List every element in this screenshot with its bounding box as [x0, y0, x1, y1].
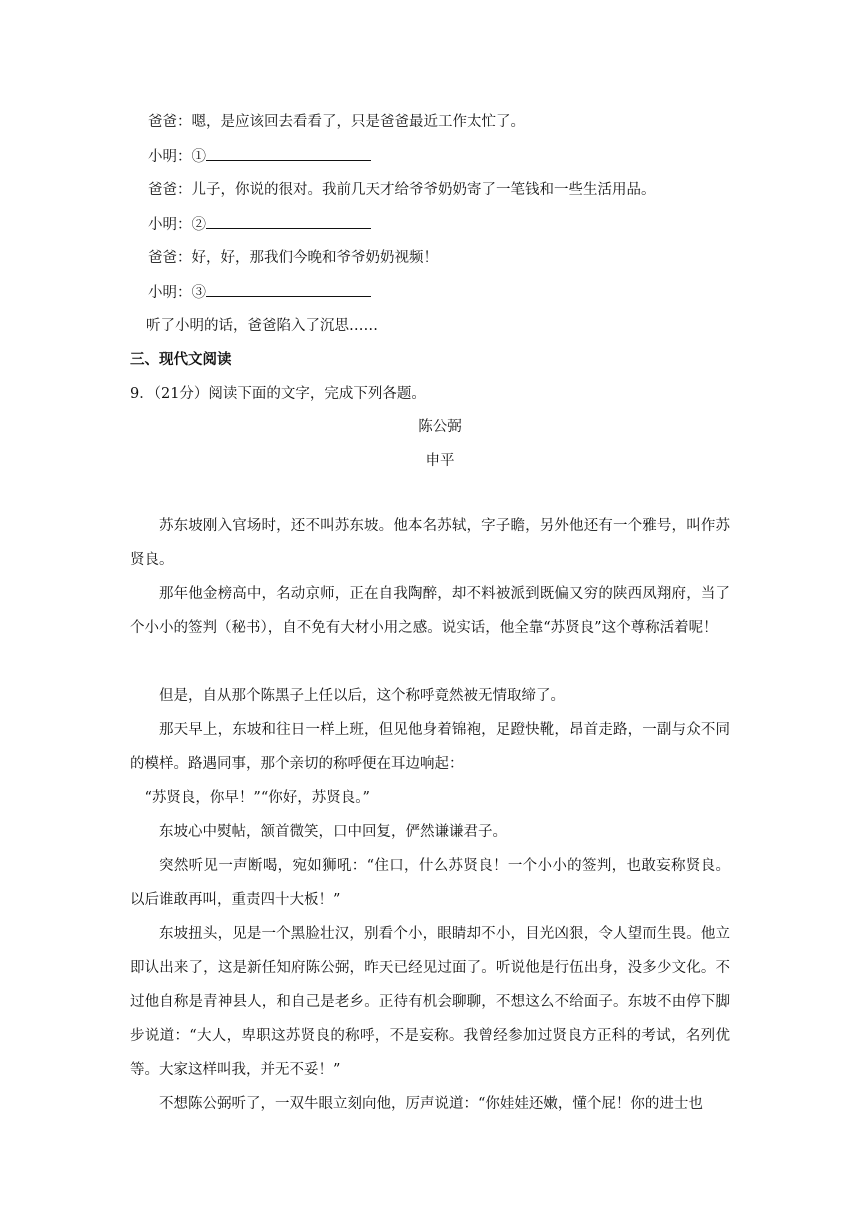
dialogue-line-5 [148, 248, 438, 268]
answer-number: ③ [191, 285, 206, 301]
speaker: 爸爸： [148, 182, 192, 198]
speaker: 爸爸： [148, 114, 192, 130]
speaker: 小明： [148, 217, 192, 233]
answer-blank-1[interactable] [206, 146, 371, 161]
article-title: 陈公弼 [418, 419, 462, 435]
article-author: 申平 [425, 453, 455, 469]
dialogue-line-2 [148, 146, 371, 167]
speaker: 小明： [148, 149, 192, 165]
article-paragraph: 东坡扭头，见是一个黑脸壮汉，别看个小，眼睛却不小，目光凶狠，令人望而生畏。他立即认出来了，这是新任知府陈公弼，昨天已经见过面了。听说他是行伍出身，没多少文化。不过他自称是青神县人，和自己是老乡。正待有机会聊聊，不想这么不给面子。东坡不由停下脚步说道：“大人，卑职这苏贤良的称呼，不是妄称。我曾经参加过贤良方正科的考试，名列优等。大家这样叫我，并无不妥！” [130, 926, 730, 1078]
article-paragraph: “苏贤良，你早！”“你好，苏贤良。” [144, 790, 370, 806]
article-paragraph: 那天早上，东坡和往日一样上班，但见他身着锦袍，足蹬快靴，昂首走路，一副与众不同的模样。路遇同事，那个亲切的称呼便在耳边响起： [130, 722, 730, 772]
article-paragraph: 不想陈公弼听了，一双牛眼立刻向他，厉声说道：“你娃娃还嫩，懂个屁！你的进士也 [159, 1096, 703, 1112]
dialogue-line-6 [148, 282, 371, 303]
dialogue-line-3 [148, 180, 656, 200]
dialogue-text: 儿子，你说的很对。我前几天才给爷爷奶奶寄了一笔钱和一些生活用品。 [191, 182, 656, 198]
speaker: 爸爸： [148, 250, 192, 266]
article-paragraph: 突然听见一声断喝，宛如狮吼：“住口，什么苏贤良！一个小小的签判，也敢妄称贤良。以后谁敢再叫，重责四十大板！” [130, 858, 730, 908]
article-paragraph: 苏东坡刚入官场时，还不叫苏东坡。他本名苏轼，字子瞻，另外他还有一个雅号，叫作苏贤良。 [130, 518, 730, 568]
dialogue-line-4 [148, 214, 371, 235]
answer-number: ② [191, 217, 206, 233]
article-paragraph: 那年他金榜高中，名动京师，正在自我陶醉，却不料被派到既偏又穷的陕西凤翔府，当了个小小的签判（秘书），自不免有大材小用之感。说实话，他全靠“苏贤良”这个尊称活着呢！ [130, 586, 730, 636]
dialogue-text: 嗯，是应该回去看看了，只是爸爸最近工作太忙了。 [191, 114, 525, 130]
answer-blank-3[interactable] [206, 282, 371, 297]
dialogue-end: 听了小明的话，爸爸陷入了沉思…… [146, 318, 378, 334]
article-paragraph: 东坡心中熨帖，颔首微笑，口中回复，俨然谦谦君子。 [159, 824, 507, 840]
question-prompt: 9．（21分）阅读下面的文字，完成下列各题。 [130, 386, 426, 402]
article-paragraph: 但是，自从那个陈黑子上任以后，这个称呼竟然被无情取缔了。 [159, 688, 565, 704]
answer-blank-2[interactable] [206, 214, 371, 229]
dialogue-text: 好，好，那我们今晚和爷爷奶奶视频！ [191, 250, 438, 266]
section-title: 三、现代文阅读 [130, 352, 232, 368]
answer-number: ① [191, 149, 206, 165]
speaker: 小明： [148, 285, 192, 301]
dialogue-line-1 [148, 112, 525, 132]
